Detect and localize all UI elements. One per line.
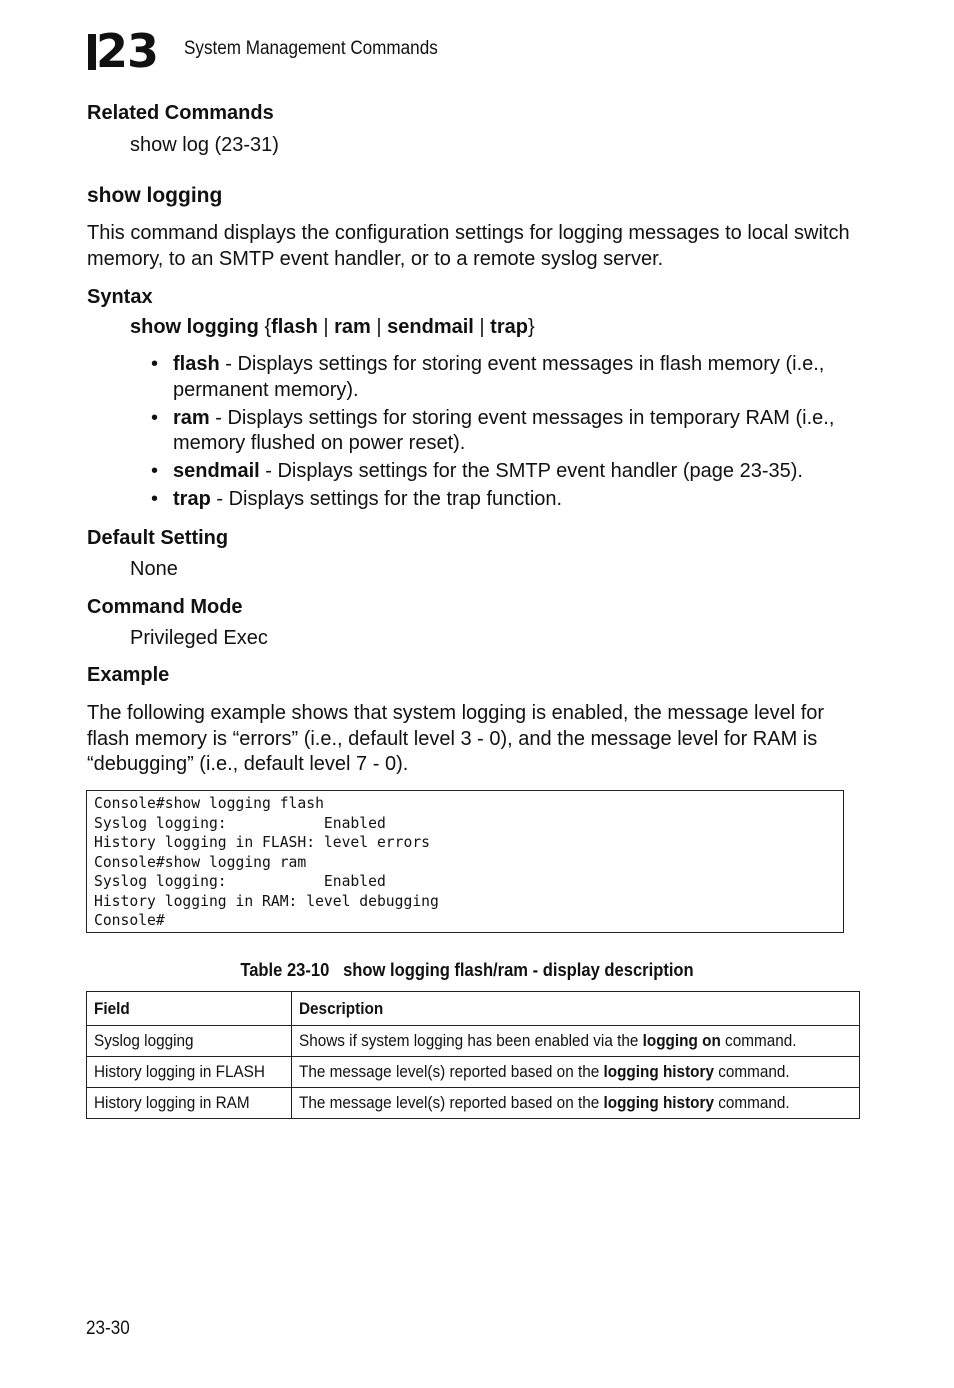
chapter-title: System Management Commands — [184, 38, 438, 59]
table-cell-field: History logging in RAM — [87, 1088, 292, 1119]
table-cell-field: Syslog logging — [87, 1026, 292, 1057]
syntax-heading: Syntax — [87, 286, 153, 308]
option-description: - Displays settings for the SMTP event handler (page 23-35). — [259, 460, 803, 482]
syntax-separator: | — [317, 316, 335, 338]
code-line: History logging in FLASH: level errors — [94, 834, 431, 851]
option-term: trap — [173, 488, 211, 510]
default-setting-heading: Default Setting — [87, 527, 229, 549]
default-setting-value: None — [130, 558, 178, 580]
related-commands-text: show log (23-31) — [130, 134, 279, 156]
syntax-option-sendmail: sendmail — [387, 316, 474, 338]
option-description: - Displays settings for storing event messages in flash memory (i.e., permanent memory). — [173, 353, 825, 401]
table-header-field: Field — [87, 992, 292, 1026]
code-line: History logging in RAM: level debugging — [94, 892, 439, 910]
syntax-separator: | — [370, 316, 388, 338]
example-heading: Example — [87, 664, 170, 686]
option-description: - Displays settings for the trap function. — [210, 488, 563, 510]
table-header-description: Description — [291, 992, 859, 1026]
table-row — [87, 1026, 860, 1057]
list-item — [130, 459, 840, 485]
table-cell-field: History logging in FLASH — [87, 1057, 292, 1088]
table-header-row — [87, 992, 860, 1026]
option-term: sendmail — [173, 460, 260, 482]
table-cell-description: The message level(s) reported based on the logging history command. — [291, 1057, 859, 1088]
console-output — [86, 790, 844, 933]
chapter-bar — [88, 34, 96, 70]
option-description: - Displays settings for storing event messages in temporary RAM (i.e., memory flushed on power reset). — [173, 406, 835, 454]
chapter-number: 23 — [96, 24, 159, 78]
example-description: The following example shows that system logging is enabled, the message level for flash memory is “errors” (i.e., default level 3 - 0), and the message level for RAM is “debugging” (i.e., default level 7 - 0). — [87, 702, 825, 775]
code-line: Console#show logging flash — [94, 795, 324, 812]
code-line: Console# — [94, 912, 165, 929]
bullet-icon: • — [151, 488, 159, 510]
chapter-number-badge — [88, 24, 168, 78]
bullet-icon: • — [151, 460, 159, 482]
bullet-icon: • — [151, 353, 159, 375]
command-description: This command displays the configuration settings for logging messages to local switch memory, to an SMTP event handler, or to a remote syslog server. — [87, 222, 850, 270]
list-item — [130, 352, 840, 403]
page-number: 23-30 — [86, 1318, 130, 1339]
syntax-option-flash: flash — [271, 316, 318, 338]
code-line: Syslog logging: Enabled — [94, 873, 386, 890]
code-line: Syslog logging: Enabled — [94, 814, 386, 832]
syntax-line — [130, 316, 535, 339]
syntax-brace-close: } — [527, 316, 535, 338]
table-row — [87, 1088, 860, 1119]
option-term: ram — [173, 406, 210, 429]
syntax-option-ram: ram — [334, 316, 371, 338]
bullet-icon: • — [151, 406, 159, 429]
table-row — [87, 1057, 860, 1088]
option-term: flash — [173, 353, 220, 375]
table-caption: Table 23-10 show logging flash/ram - display description — [240, 960, 694, 980]
command-title: show logging — [87, 184, 223, 207]
code-line: Console#show logging ram — [94, 853, 307, 871]
syntax-option-list — [130, 352, 840, 515]
related-commands-heading: Related Commands — [87, 102, 274, 124]
list-item — [130, 406, 840, 457]
syntax-brace-open: { — [264, 316, 272, 338]
command-mode-value: Privileged Exec — [130, 627, 268, 649]
command-mode-heading: Command Mode — [87, 596, 243, 618]
syntax-separator: | — [473, 316, 491, 338]
table-cell-description: The message level(s) reported based on the logging history command. — [291, 1088, 859, 1119]
table-cell-description: Shows if system logging has been enabled via the logging on command. — [291, 1026, 859, 1057]
list-item — [130, 487, 840, 513]
syntax-command: show logging — [130, 316, 259, 338]
syntax-option-trap: trap — [490, 316, 528, 338]
description-table — [86, 991, 860, 1119]
